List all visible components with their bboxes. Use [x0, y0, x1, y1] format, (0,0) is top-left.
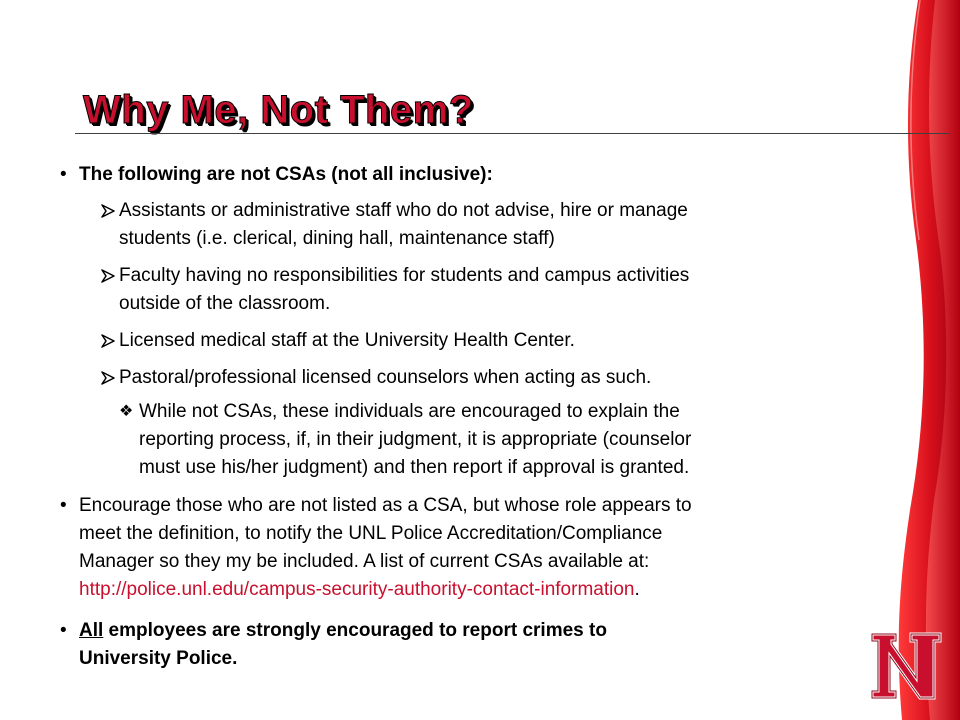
- nebraska-n-logo-icon: [866, 628, 946, 704]
- bullet-2-line-1: Encourage those who are not listed as a CSA, but whose role appears to: [79, 495, 692, 516]
- bullet-2-line-2: meet the definition, to notify the UNL Police Accreditation/Compliance: [79, 523, 663, 544]
- subitem-3-line-1: Licensed medical staff at the University Health Center.: [119, 330, 575, 351]
- link-suffix: .: [634, 579, 640, 600]
- note-line-3: must use his/her judgment) and then report if approval is granted.: [139, 457, 690, 478]
- arrow-bullet-icon: [101, 269, 115, 283]
- csa-contact-link[interactable]: http://police.unl.edu/campus-security-authority-contact-information: [79, 579, 635, 600]
- bullet-marker: •: [60, 164, 67, 185]
- slide-title: Why Me, Not Them?: [83, 88, 474, 132]
- arrow-bullet-icon: [101, 371, 115, 385]
- bullet-2-line-4: [79, 578, 640, 602]
- diamond-bullet-icon: ❖: [119, 403, 134, 420]
- bullet-3-line-2: University Police.: [79, 648, 238, 669]
- bullet-3-line-1: [79, 619, 607, 643]
- subitem-2-line-2: outside of the classroom.: [119, 293, 331, 314]
- arrow-bullet-icon: [101, 204, 115, 218]
- bullet-1-text: The following are not CSAs (not all inclusive):: [79, 164, 493, 185]
- arrow-bullet-icon: [101, 334, 115, 348]
- bullet-3-rest: employees are strongly encouraged to report crimes to: [103, 620, 607, 641]
- bullet-2-line-3: Manager so they my be included. A list of current CSAs available at:: [79, 551, 650, 572]
- note-line-2: reporting process, if, in their judgment, it is appropriate (counselor: [139, 429, 692, 450]
- bullet-marker: •: [60, 620, 67, 641]
- subitem-2-line-1: Faculty having no responsibilities for students and campus activities: [119, 265, 690, 286]
- emphasis-all: All: [79, 620, 104, 641]
- note-line-1: While not CSAs, these individuals are encouraged to explain the: [139, 401, 680, 422]
- subitem-1-line-2: students (i.e. clerical, dining hall, maintenance staff): [119, 228, 555, 249]
- bullet-marker: •: [60, 495, 67, 516]
- subitem-1-line-1: Assistants or administrative staff who do not advise, hire or manage: [119, 200, 688, 221]
- subitem-4-line-1: Pastoral/professional licensed counselors when acting as such.: [119, 367, 652, 388]
